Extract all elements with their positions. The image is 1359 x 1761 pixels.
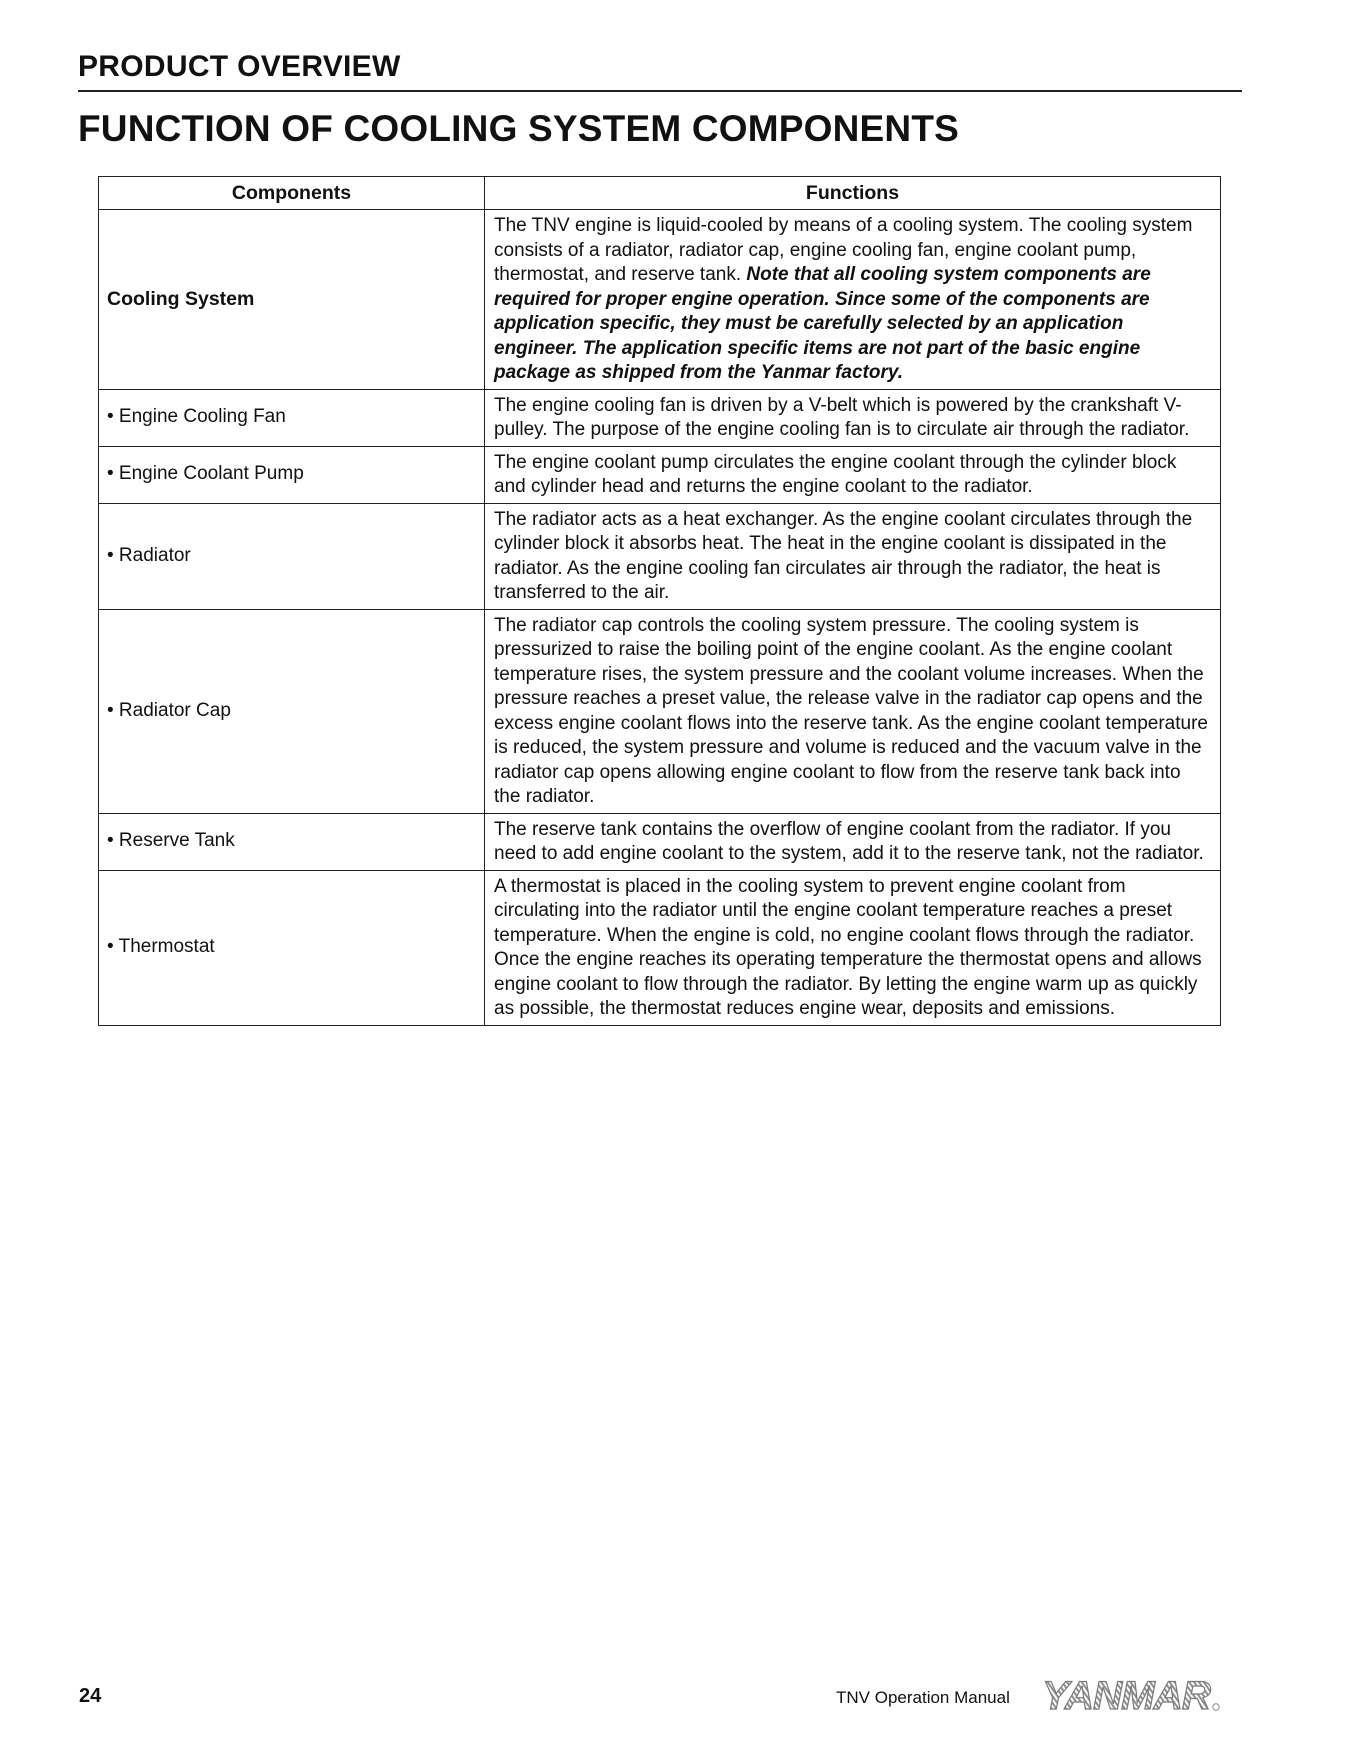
function-text: The radiator cap controls the cooling system pressure. The cooling system is pressurized to raise the boiling point of the engine coolant. As the engine coolant temperature rises, the system pressure and the coolant volume increases. When the pressure reaches a preset value, the release valve in the radiator cap opens and the excess engine coolant flows into the reserve tank. As the engine coolant temperature is reduced, the system pressure and volume is reduced and the vacuum valve in the radiator cap opens allowing engine coolant to flow from the reserve tank back into the radiator. <box>494 614 1208 807</box>
component-cell <box>99 813 485 870</box>
component-name: • Radiator Cap <box>107 699 231 721</box>
function-note: Note that all cooling system components are required for proper engine operation. Since some of the components are application specific, they must be carefully selected by an application engineer. The application specific items are not part of the basic engine package as shipped from the Yanmar factory. <box>494 264 1151 383</box>
function-text: The engine cooling fan is driven by a V-belt which is powered by the crankshaft V-pulley. The purpose of the engine cooling fan is to circulate air through the radiator. <box>494 394 1190 440</box>
yanmar-logo-graphic <box>1040 1673 1222 1715</box>
component-cell <box>99 446 485 503</box>
component-name: • Engine Cooling Fan <box>107 406 286 428</box>
function-cell <box>485 609 1221 813</box>
table-row <box>99 813 1221 870</box>
page-title: FUNCTION OF COOLING SYSTEM COMPONENTS <box>78 108 960 149</box>
function-text: The reserve tank contains the overflow of engine coolant from the radiator. If you need to add engine coolant to the system, add it to the reserve tank, not the radiator. <box>494 818 1204 864</box>
components-table <box>98 176 1221 1026</box>
component-name: • Thermostat <box>107 936 215 958</box>
function-text: The TNV engine is liquid-cooled by means of a cooling system. The cooling system consists of a radiator, radiator cap, engine cooling fan, engine coolant pump, thermostat, and reserve tank. <box>494 215 1193 285</box>
table-header-row <box>99 177 1221 210</box>
component-cell <box>99 389 485 446</box>
component-name: • Radiator <box>107 544 191 566</box>
component-name: • Reserve Tank <box>107 830 235 852</box>
function-cell <box>485 210 1221 390</box>
function-text: The radiator acts as a heat exchanger. As the engine coolant circulates through the cylinder block it absorbs heat. The heat in the engine coolant is dissipated in the radiator. As the engine cooling fan circulates air through the radiator, the heat is transferred to the air. <box>494 508 1193 603</box>
table-row <box>99 210 1221 390</box>
column-header-components: Components <box>99 177 485 210</box>
table-row <box>99 389 1221 446</box>
column-header-functions: Functions <box>485 177 1221 210</box>
component-cell <box>99 503 485 609</box>
function-cell <box>485 813 1221 870</box>
function-text: The engine coolant pump circulates the engine coolant through the cylinder block and cylinder head and returns the engine coolant to the radiator. <box>494 451 1177 497</box>
svg-text:YANMAR: YANMAR <box>1042 1674 1212 1715</box>
manual-name: TNV Operation Manual <box>836 1688 1010 1707</box>
table-row <box>99 609 1221 813</box>
function-cell <box>485 389 1221 446</box>
component-name: Cooling System <box>107 287 255 310</box>
section-header <box>78 50 1242 92</box>
table-row <box>99 446 1221 503</box>
function-cell <box>485 870 1221 1025</box>
table-row <box>99 870 1221 1025</box>
component-cell <box>99 210 485 390</box>
function-cell <box>485 503 1221 609</box>
section-title: PRODUCT OVERVIEW <box>78 50 401 83</box>
component-cell <box>99 870 485 1025</box>
table-row <box>99 503 1221 609</box>
function-text: A thermostat is placed in the cooling system to prevent engine coolant from circulating into the radiator until the engine coolant temperature reaches a preset temperature. When the engine is cold, no engine coolant flows through the radiator. Once the engine reaches its operating temperature the thermostat opens and allows engine coolant to flow through the radiator. By letting the engine warm up as quickly as possible, the thermostat reduces engine wear, deposits and emissions. <box>494 875 1202 1019</box>
component-name: • Engine Coolant Pump <box>107 463 304 485</box>
yanmar-logo <box>1040 1673 1222 1720</box>
page-number: 24 <box>79 1685 102 1707</box>
component-cell <box>99 609 485 813</box>
function-cell <box>485 446 1221 503</box>
